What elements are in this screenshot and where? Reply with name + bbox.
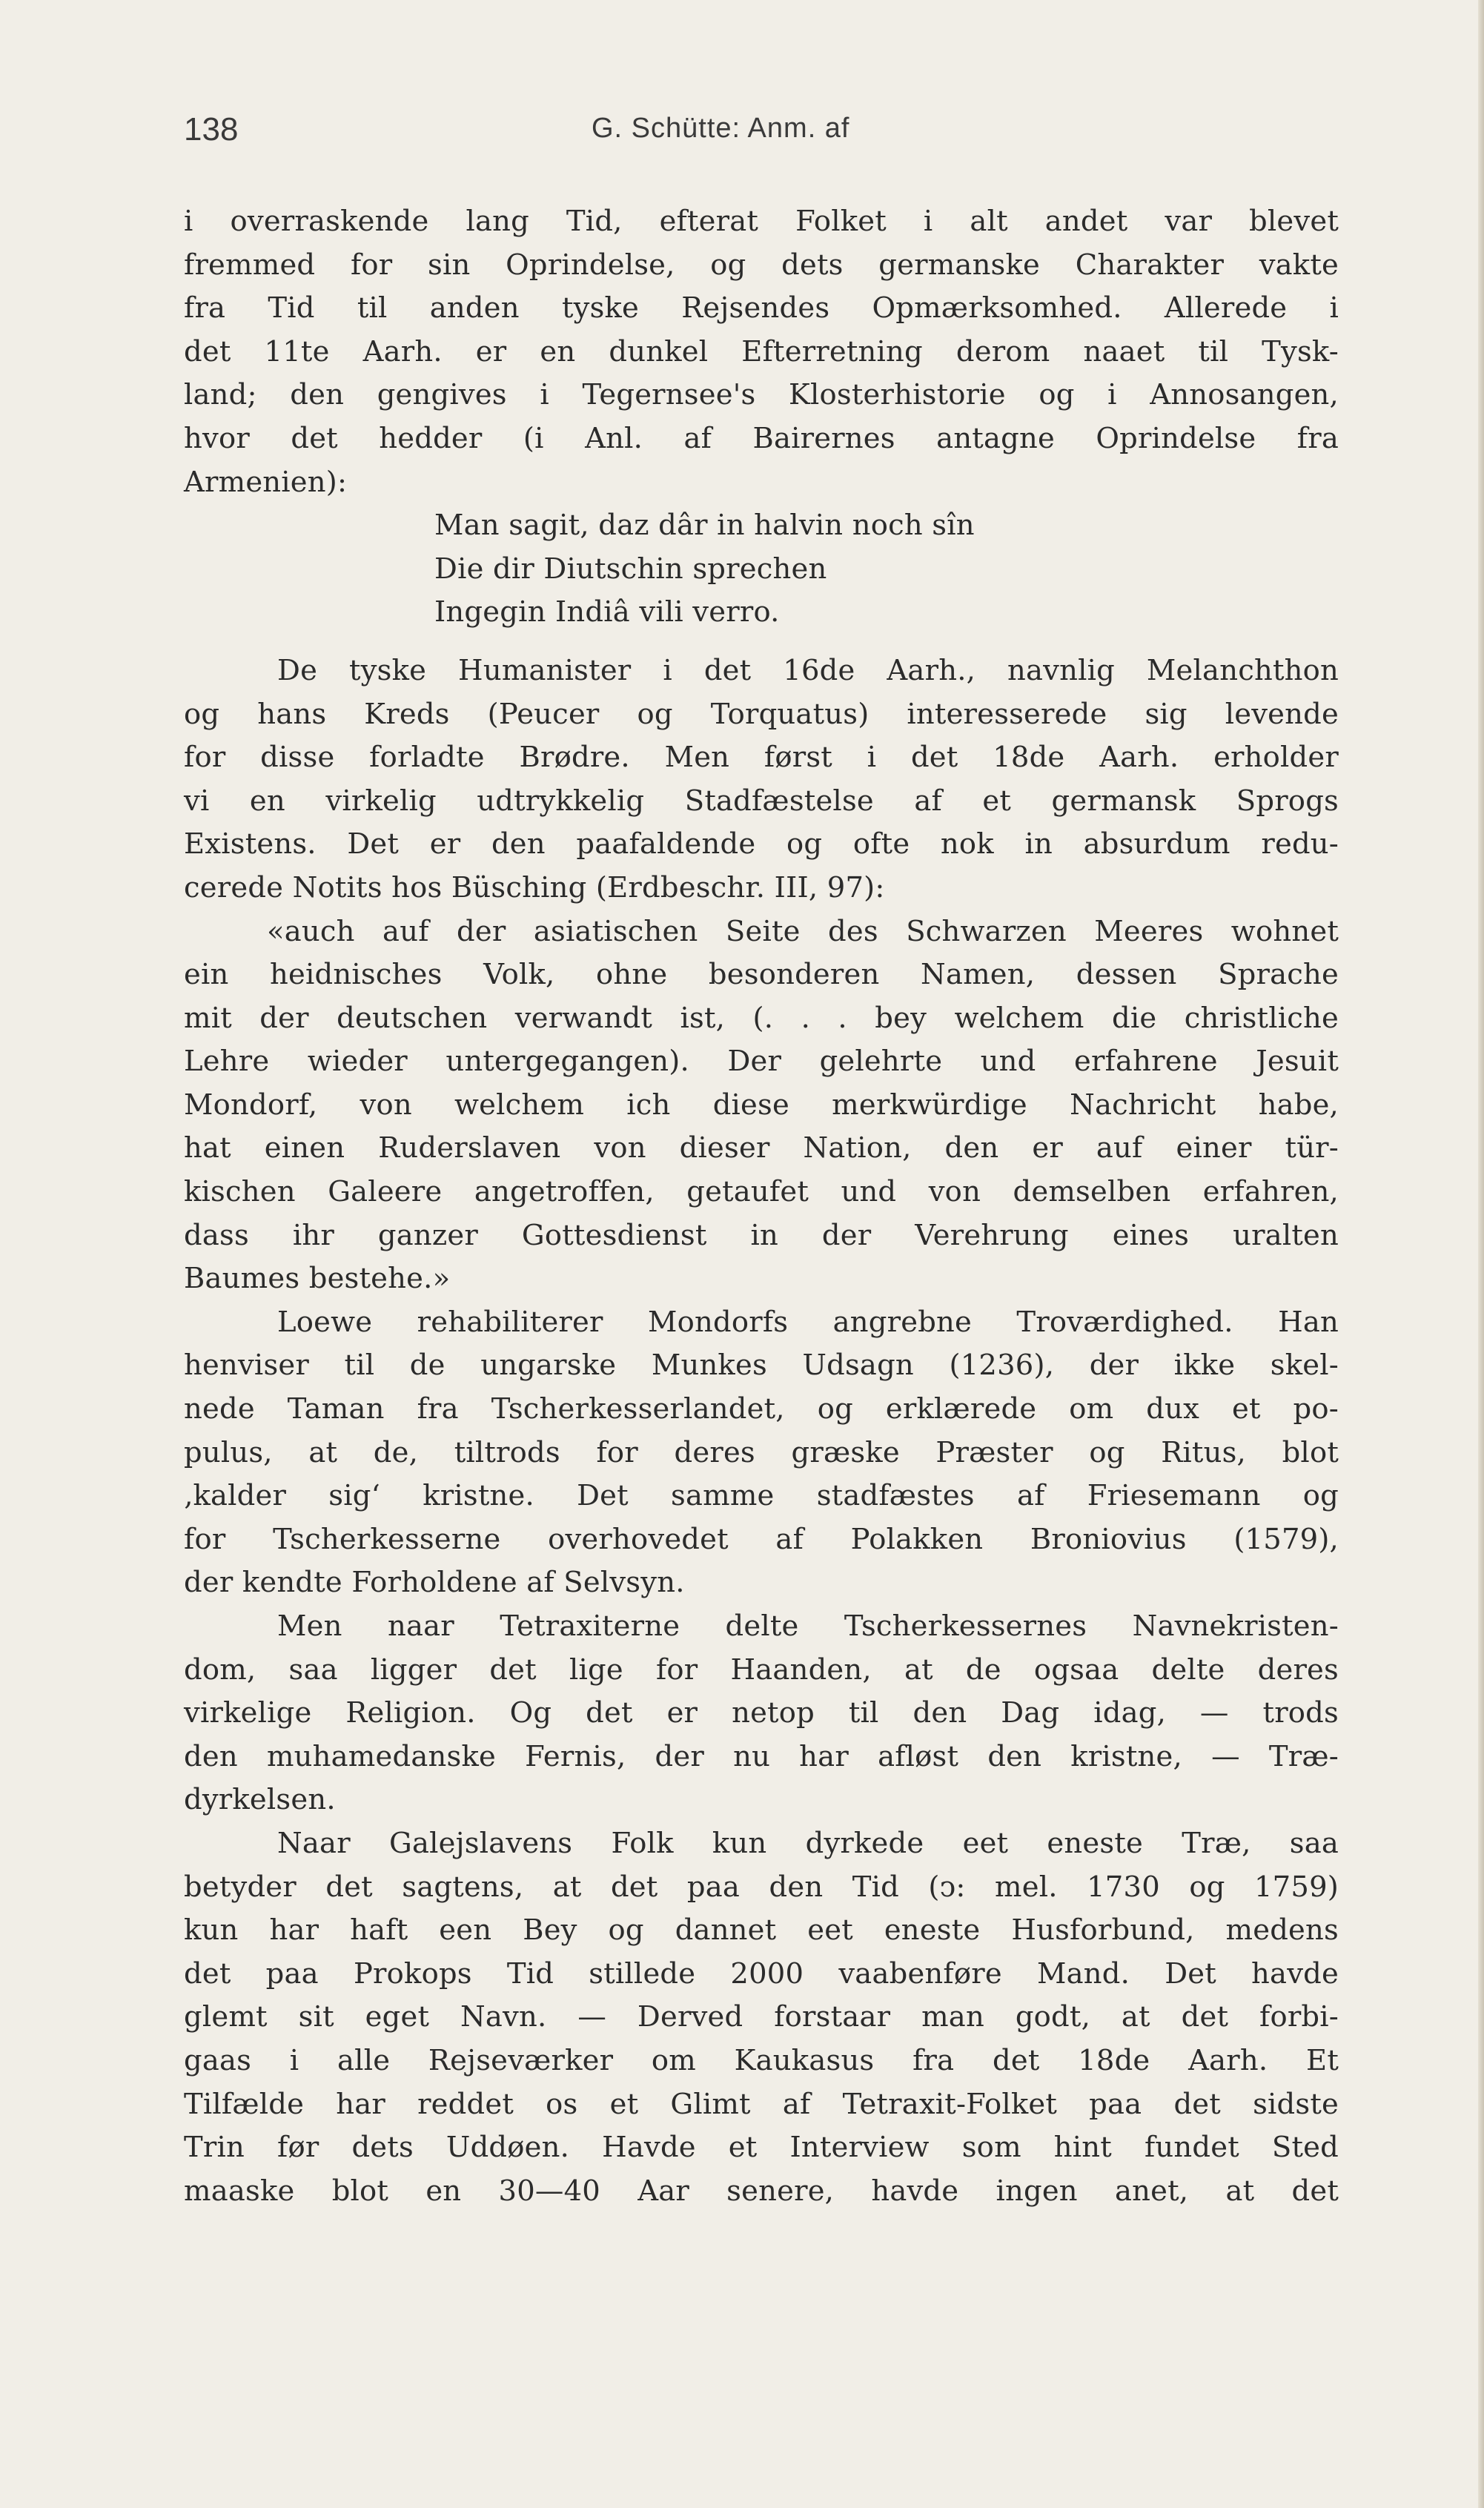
quote-line: Baumes bestehe.» <box>184 1262 451 1296</box>
text-line: Existens. Det er den paafaldende og ofte nok in absurdum redu- <box>184 827 1339 861</box>
body-text <box>184 200 1339 2213</box>
text-line: glemt sit eget Navn. — Derved forstaar man godt, at det forbi- <box>184 2000 1339 2034</box>
paragraph-first-line: Naar Galejslavens Folk kun dyrkede eet eneste Træ, saa <box>277 1826 1339 1860</box>
quote-line: mit der deutschen verwandt ist, (. . . bey welchem die christliche <box>184 1001 1339 1035</box>
quote-line: kischen Galeere angetroffen, getaufet und von demselben erfahren, <box>184 1175 1339 1209</box>
quote-first-line: «auch auf der asiatischen Seite des Schwarzen Meeres wohnet <box>267 914 1339 948</box>
text-line: maaske blot en 30—40 Aar senere, havde ingen anet, at det <box>184 2174 1339 2208</box>
text-line: vi en virkelig udtrykkelig Stadfæstelse af et germansk Sprogs <box>184 784 1339 818</box>
text-line: fremmed for sin Oprindelse, og dets germanske Charakter vakte <box>184 248 1339 282</box>
text-line: fra Tid til anden tyske Rejsendes Opmærksomhed. Allerede i <box>184 291 1339 325</box>
text-line: i overraskende lang Tid, efterat Folket i alt andet var blevet <box>184 205 1339 238</box>
text-line: virkelige Religion. Og det er netop til den Dag idag, — trods <box>184 1696 1339 1730</box>
paragraph-first-line: De tyske Humanister i det 16de Aarh., navnlig Melanchthon <box>277 653 1339 687</box>
text-line: der kendte Forholdene af Selvsyn. <box>184 1566 685 1600</box>
text-line: land; den gengives i Tegernsee's Klosterhistorie og i Annosangen, <box>184 378 1339 412</box>
page-header <box>184 111 1340 163</box>
text-line: den muhamedanske Fernis, der nu har afløst den kristne, — Træ- <box>184 1739 1339 1773</box>
quote-line: dass ihr ganzer Gottesdienst in der Verehrung eines uralten <box>184 1218 1339 1252</box>
text-line: henviser til de ungarske Munkes Udsagn (1236), der ikke skel- <box>184 1349 1339 1383</box>
text-line: dom, saa ligger det lige for Haanden, at de ogsaa delte deres <box>184 1652 1339 1687</box>
text-line: cerede Notits hos Büsching (Erdbeschr. III, 97): <box>184 870 885 904</box>
page-number: 138 <box>184 111 239 148</box>
verse-line: Ingegin Indiâ vili verro. <box>434 595 780 629</box>
text-line: det paa Prokops Tid stillede 2000 vaabenføre Mand. Det havde <box>184 1956 1339 1991</box>
text-line: dyrkelsen. <box>184 1783 336 1817</box>
paragraph-first-line: Loewe rehabiliterer Mondorfs angrebne Troværdighed. Han <box>277 1305 1339 1339</box>
text-line: nede Taman fra Tscherkesserlandet, og erklærede om dux et po- <box>184 1392 1339 1426</box>
text-line: for Tscherkesserne overhovedet af Polakken Broniovius (1579), <box>184 1522 1339 1556</box>
verse-line: Man sagit, daz dâr in halvin noch sîn <box>434 509 975 543</box>
text-line: for disse forladte Brødre. Men først i det 18de Aarh. erholder <box>184 741 1339 775</box>
quote-line: Lehre wieder untergegangen). Der gelehrte und erfahrene Jesuit <box>184 1045 1339 1079</box>
quote-line: hat einen Ruderslaven von dieser Nation, den er auf einer tür- <box>184 1131 1339 1165</box>
text-line: gaas i alle Rejseværker om Kaukasus fra det 18de Aarh. Et <box>184 2043 1339 2077</box>
text-line: betyder det sagtens, at det paa den Tid (ↄ: mel. 1730 og 1759) <box>184 1870 1339 1904</box>
text-line: Trin før dets Uddøen. Havde et Interview som hint fundet Sted <box>184 2131 1339 2165</box>
text-line: det 11te Aarh. er en dunkel Efterretning derom naaet til Tysk- <box>184 334 1339 368</box>
paragraph-first-line: Men naar Tetraxiterne delte Tscherkessernes Navnekristen- <box>277 1609 1339 1643</box>
page-edge <box>1478 0 1484 2508</box>
quote-line: Mondorf, von welchem ich diese merkwürdige Nachricht habe, <box>184 1088 1339 1122</box>
text-line: Tilfælde har reddet os et Glimt af Tetraxit-Folket paa det sidste <box>184 2087 1339 2121</box>
text-line: og hans Kreds (Peucer og Torquatus) interesserede sig levende <box>184 697 1339 731</box>
text-line: kun har haft een Bey og dannet eet eneste Husforbund, medens <box>184 1913 1339 1948</box>
verse-line: Die dir Diutschin sprechen <box>434 552 827 586</box>
text-line: hvor det hedder (i Anl. af Bairernes antagne Oprindelse fra <box>184 421 1339 455</box>
text-line: pulus, at de, tiltrods for deres græske Præster og Ritus, blot <box>184 1435 1339 1469</box>
quote-line: ein heidnisches Volk, ohne besonderen Namen, dessen Sprache <box>184 958 1339 992</box>
text-line: Armenien): <box>184 465 348 499</box>
running-head: G. Schütte: Anm. af <box>592 113 850 144</box>
text-line: ‚kalder sig‘ kristne. Det samme stadfæstes af Friesemann og <box>184 1479 1339 1513</box>
